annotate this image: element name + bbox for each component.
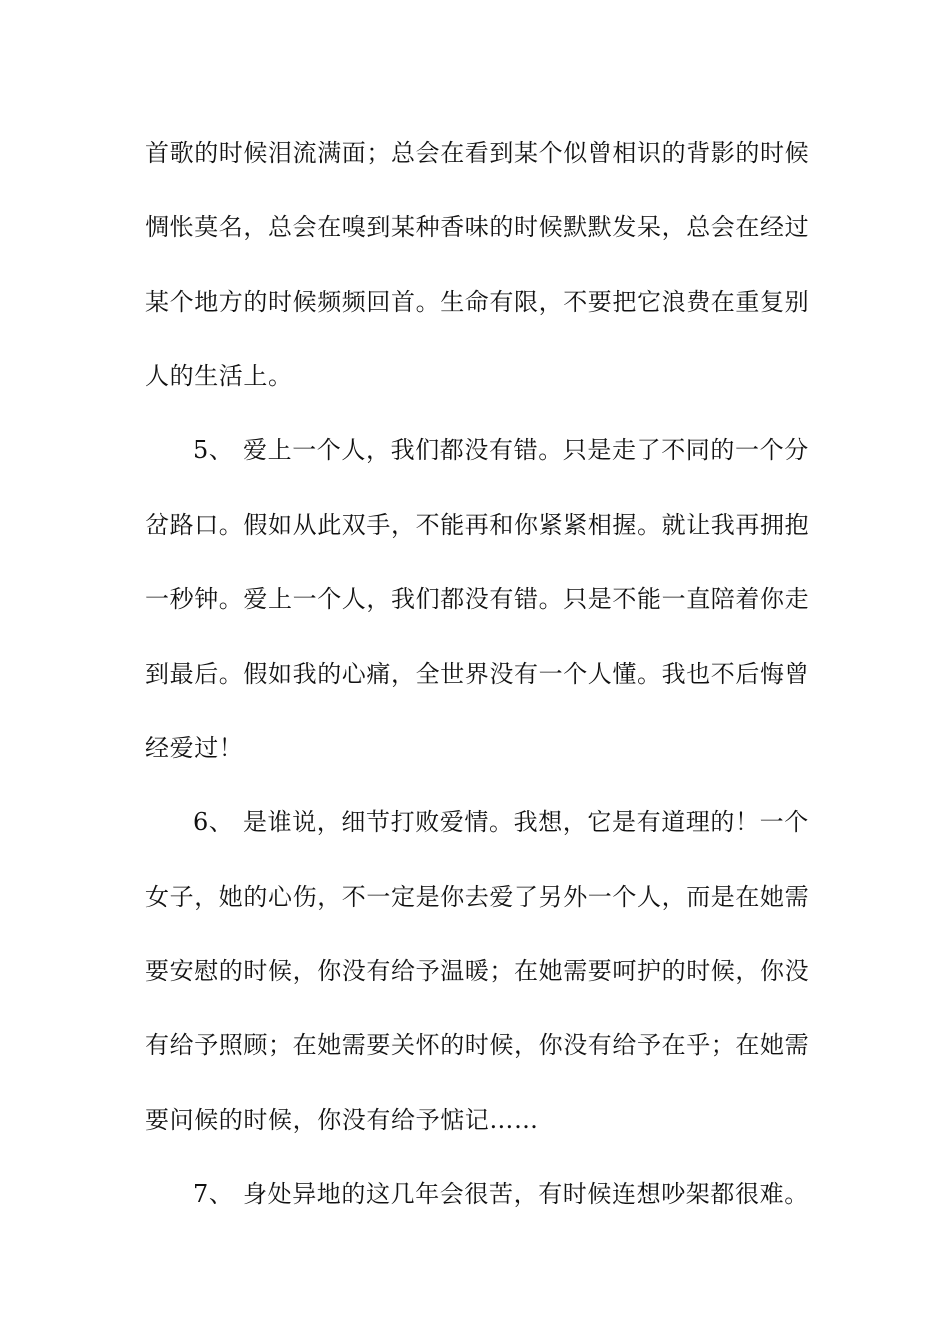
paragraph-7-first-line — [193, 1174, 809, 1214]
item-number: 7、 — [193, 1180, 234, 1208]
text-line: 到最后。假如我的心痛，全世界没有一个人懂。我也不后悔曾 — [145, 660, 810, 688]
text-line: 一秒钟。爱上一个人，我们都没有错。只是不能一直陪着你走 — [145, 585, 810, 613]
text-line: 是谁说，细节打败爱情。我想，它是有道理的！一个 — [243, 808, 809, 836]
text-line: 惆怅莫名，总会在嗅到某种香味的时候默默发呆，总会在经过 — [145, 213, 810, 241]
text-line: 要安慰的时候，你没有给予温暖；在她需要呵护的时候，你没 — [145, 957, 810, 985]
text-line: 某个地方的时候频频回首。生命有限，不要把它浪费在重复别 — [145, 288, 810, 316]
item-number: 5、 — [193, 436, 234, 464]
text-line: 人的生活上。 — [145, 362, 293, 390]
item-number: 6、 — [193, 808, 234, 836]
text-line: 身处异地的这几年会很苦，有时候连想吵架都很难。 — [243, 1180, 809, 1208]
text-line: 要问候的时候，你没有给予惦记…… — [145, 1106, 539, 1134]
text-line: 女子，她的心伤，不一定是你去爱了另外一个人，而是在她需 — [145, 883, 810, 911]
text-line: 有给予照顾；在她需要关怀的时候，你没有给予在乎；在她需 — [145, 1031, 810, 1059]
text-line: 爱上一个人，我们都没有错。只是走了不同的一个分 — [243, 436, 809, 464]
paragraph-5-first-line — [193, 430, 809, 470]
text-line: 经爱过！ — [145, 734, 244, 762]
text-line: 首歌的时候泪流满面；总会在看到某个似曾相识的背影的时候 — [145, 139, 810, 167]
text-line: 岔路口。假如从此双手，不能再和你紧紧相握。就让我再拥抱 — [145, 511, 810, 539]
paragraph-6-first-line — [193, 802, 809, 842]
